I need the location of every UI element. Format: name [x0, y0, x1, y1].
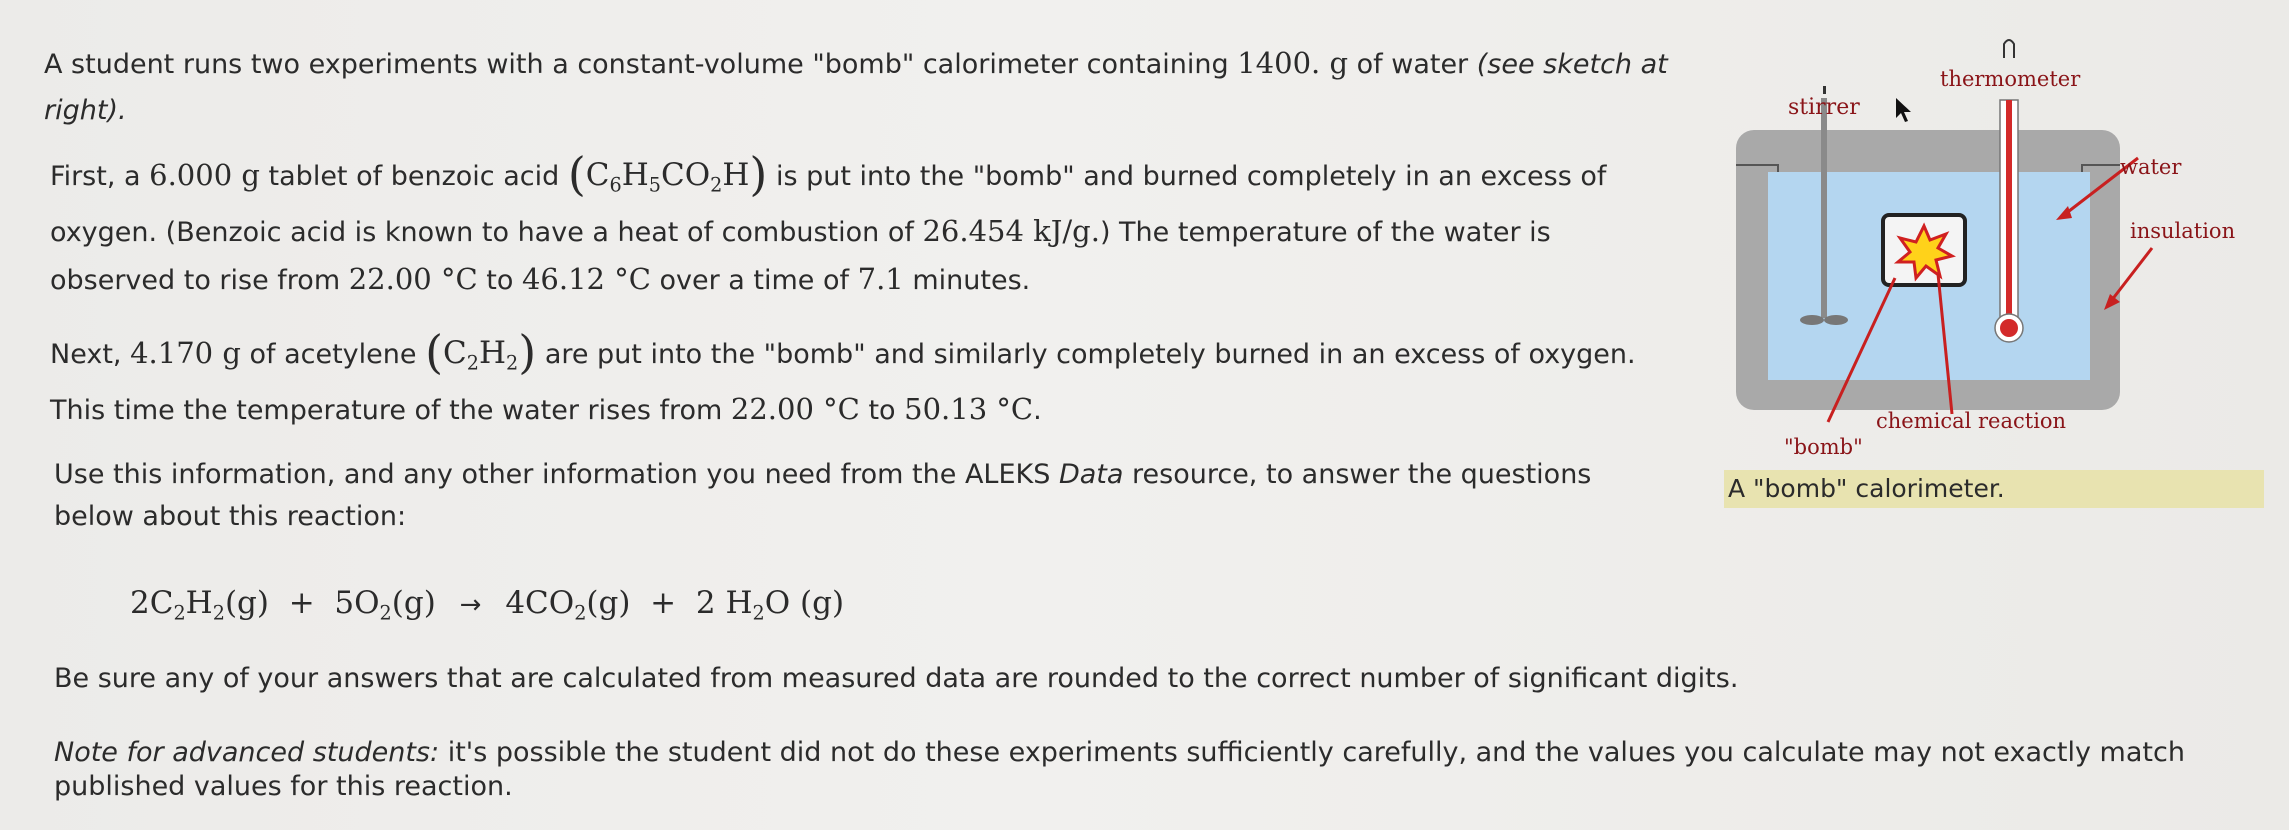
first-line-1: [50, 147, 1607, 201]
bomb-label: "bomb": [1784, 435, 1863, 459]
first-line-2: [50, 212, 1551, 252]
intro-line-2: [44, 92, 127, 130]
see-sketch-note: (see sketch at: [1476, 49, 1668, 80]
use-text-c: below about this reaction:: [54, 501, 407, 532]
benzoic-mass: 6.000 g: [149, 158, 260, 192]
data-resource-label: Data: [1058, 459, 1124, 490]
thermometer-label: thermometer: [1940, 67, 2081, 91]
reaction-arrow-icon: →: [459, 590, 482, 620]
advanced-note-line-2: published values for this reaction.: [54, 771, 513, 802]
stirrer-label: stirrer: [1788, 95, 1860, 120]
first-temp-end: 46.12 °C: [521, 262, 651, 296]
first-temp-start: 22.00 °C: [348, 262, 478, 296]
first-time: 7.1: [857, 262, 904, 296]
first-text-e: ) The temperature of the water is: [1099, 217, 1551, 248]
intro-text-end: of water: [1356, 49, 1469, 80]
paren-close: ): [518, 325, 537, 379]
next-temp-end: 50.13 °C: [904, 392, 1034, 426]
insulation-label: insulation: [2130, 219, 2236, 243]
first-text-b: tablet of benzoic acid: [268, 161, 560, 192]
acetylene-formula: $C_2H_2$: [443, 335, 519, 375]
calorimeter-diagram: [1720, 30, 2260, 460]
diagram-caption: A "bomb" calorimeter.: [1724, 470, 2264, 508]
next-text-b: of acetylene: [249, 339, 417, 370]
first-text-h: minutes.: [912, 265, 1031, 296]
first-text-c: is put into the "bomb" and burned completely in an excess of: [775, 161, 1607, 192]
first-text-a: First, a: [50, 161, 141, 192]
use-line-1: [54, 456, 1591, 494]
next-line-2: This time the temperature of the water rises from 22.00 °C to 50.13 °C.: [50, 392, 1042, 426]
next-text-d: This time the temperature of the water rises from: [50, 395, 723, 426]
advanced-note-text: it's possible the student did not do these experiments sufficiently carefully, and the values you calculate may not exactly match: [447, 737, 2185, 768]
water-label: water: [2120, 155, 2182, 179]
rounding-note: Be sure any of your answers that are calculated from measured data are rounded to the correct number of significant digits.: [54, 663, 1739, 694]
advanced-note-label: Note for advanced students:: [54, 737, 440, 768]
next-line-1: [50, 325, 1636, 379]
see-sketch-note-end: right).: [44, 95, 127, 126]
paren-close: ): [749, 147, 768, 201]
intro-text: A student runs two experiments with a constant-volume "bomb" calorimeter containing: [44, 49, 1229, 80]
acetylene-mass: 4.170 g: [130, 336, 241, 370]
chemical-reaction-label: chemical reaction: [1876, 409, 2067, 433]
next-text-c: are put into the "bomb" and similarly completely burned in an excess of oxygen.: [544, 339, 1636, 370]
advanced-note-line-1: [54, 734, 2185, 772]
next-text-a: Next,: [50, 339, 122, 370]
first-text-d: oxygen. (Benzoic acid is known to have a heat of combustion of: [50, 217, 914, 248]
reaction-equation: $2C_2H_2(g) + 5O_2(g) \to 4CO_2(g) + 2$ $H_2O$ (g): [130, 585, 845, 625]
benzoic-formula: $C_6H_5CO_2H$: [585, 157, 750, 197]
paren-open: (: [425, 325, 444, 379]
first-line-3: observed to rise from 22.00 °C to 46.12 °C over a time of 7.1 minutes.: [50, 262, 1031, 296]
intro-line-1: [44, 44, 1668, 84]
water-mass: 1400. g: [1237, 46, 1349, 80]
first-text-f: observed to rise from: [50, 265, 341, 296]
use-text-b: resource, to answer the questions: [1132, 459, 1592, 490]
next-temp-start: 22.00 °C: [730, 392, 860, 426]
use-line-2: [54, 498, 406, 536]
use-text-a: Use this information, and any other information you need from the ALEKS: [54, 459, 1051, 490]
heat-of-combustion: 26.454 kJ/g.: [922, 214, 1100, 248]
first-text-g: over a time of: [659, 265, 850, 296]
cursor-icon: [1896, 98, 1911, 122]
paren-open: (: [567, 147, 586, 201]
